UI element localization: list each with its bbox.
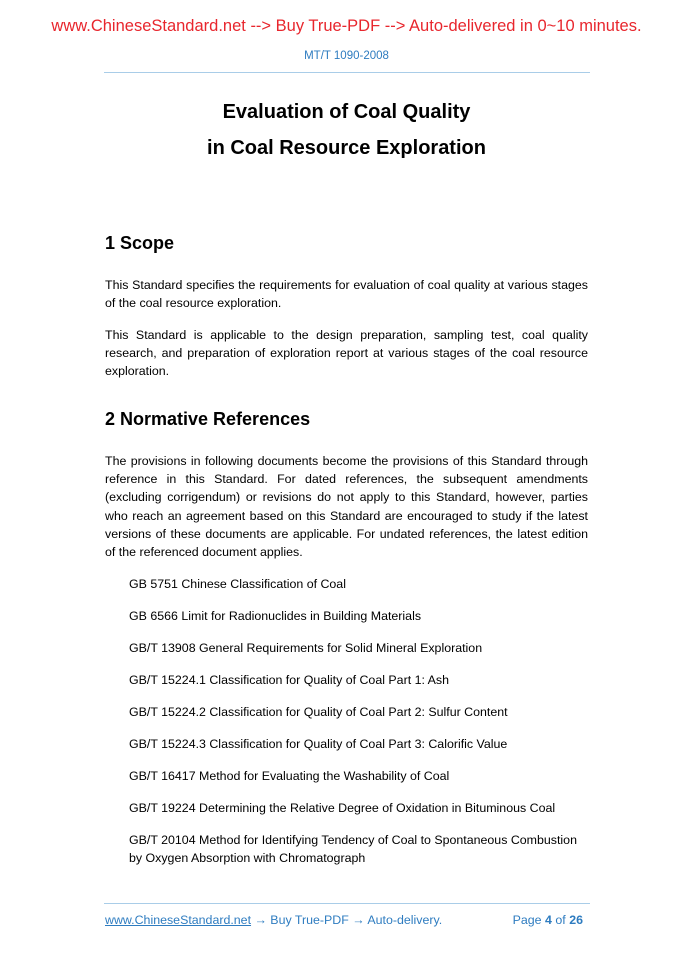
scope-paragraph-1: This Standard specifies the requirements for evaluation of coal quality at various stages of the coal resource exploration.	[105, 278, 588, 311]
reference-item: GB/T 19224 Determining the Relative Degree of Oxidation in Bituminous Coal	[129, 801, 556, 815]
reference-item: GB/T 15224.1 Classification for Quality of Coal Part 1: Ash	[129, 673, 450, 687]
reference-item: GB/T 15224.2 Classification for Quality of Coal Part 2: Sulfur Content	[129, 705, 508, 719]
footer-divider	[104, 903, 590, 904]
document-title-line-1: Evaluation of Coal Quality	[222, 101, 471, 123]
reference-item: GB/T 20104 Method for Identifying Tendency of Coal to Spontaneous Combustion by Oxygen Absorption with Chromatograph	[129, 833, 577, 866]
reference-item: GB/T 13908 General Requirements for Solid Mineral Exploration	[129, 641, 483, 655]
footer	[105, 913, 589, 927]
section-heading-normative-references: 2 Normative References	[105, 409, 311, 429]
normative-references-paragraph: The provisions in following documents become the provisions of this Standard through reference in this Standard. For dated references, the subsequent amendments (excluding corrigendum) or revisions do not apply to this Standard, however, parties who reach an agreement based on this Standard are encouraged to study if the latest versions of these documents are applicable. For undated references, the latest edition of the referenced document applies.	[105, 454, 588, 560]
page-label: Page	[512, 913, 542, 927]
reference-item: GB/T 16417 Method for Evaluating the Washability of Coal	[129, 769, 450, 783]
page-indicator	[513, 913, 583, 927]
page-of-label: of	[555, 913, 566, 927]
page-current: 4	[545, 913, 552, 927]
reference-item: GB/T 15224.3 Classification for Quality of Coal Part 3: Calorific Value	[129, 737, 508, 751]
header-divider	[104, 72, 590, 73]
reference-item: GB 6566 Limit for Radionuclides in Building Materials	[129, 609, 422, 623]
document-code: MT/T 1090-2008	[304, 50, 389, 62]
page-total: 26	[569, 913, 583, 927]
promo-banner[interactable]: www.ChineseStandard.net --> Buy True-PDF --> Auto-delivered in 0~10 minutes.	[51, 17, 642, 35]
scope-paragraph-2: This Standard is applicable to the design preparation, sampling test, coal quality research, and preparation of exploration report at various stages of the coal resource exploration.	[105, 328, 588, 379]
reference-item: GB 5751 Chinese Classification of Coal	[129, 577, 346, 591]
footer-tagline: → Buy True-PDF → Auto-delivery.	[251, 913, 443, 927]
section-heading-scope: 1 Scope	[105, 233, 175, 253]
footer-site-link[interactable]: www.ChineseStandard.net	[105, 913, 252, 927]
document-title-line-2: in Coal Resource Exploration	[207, 137, 486, 159]
